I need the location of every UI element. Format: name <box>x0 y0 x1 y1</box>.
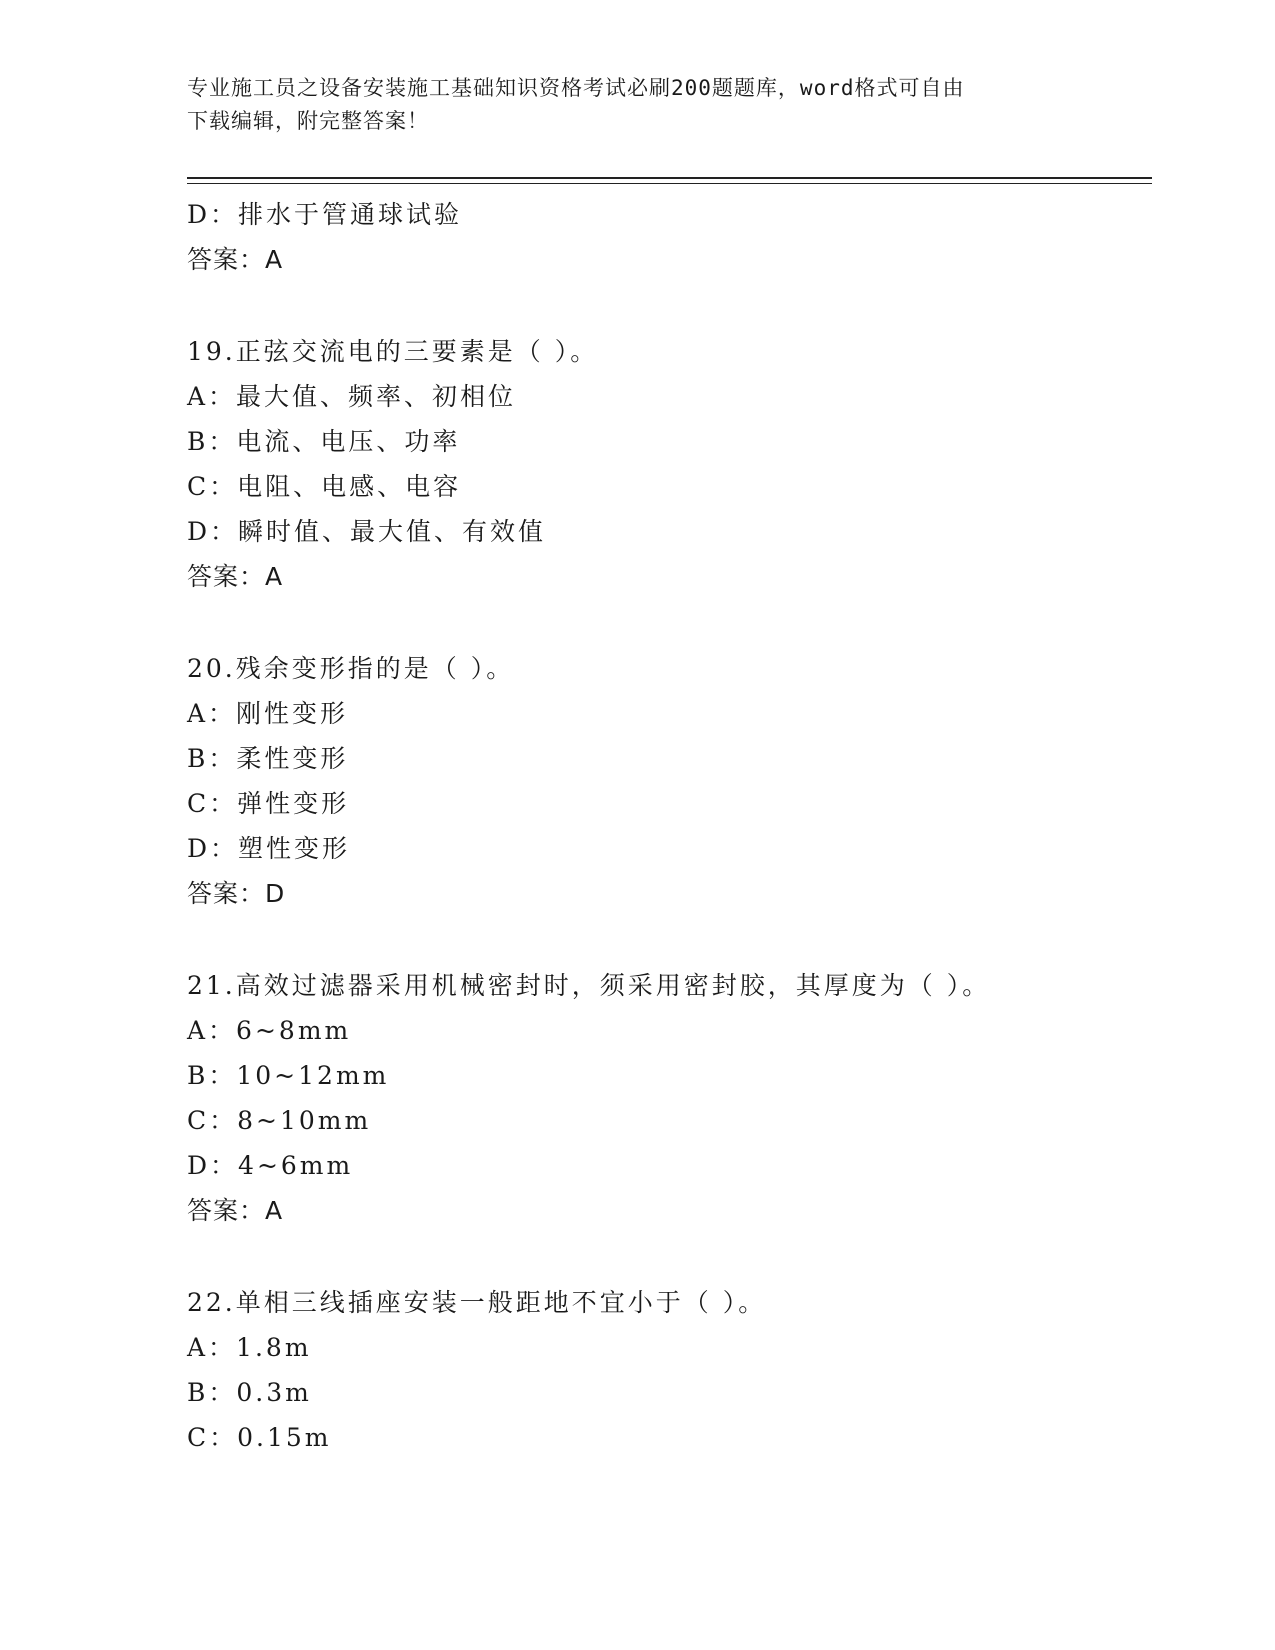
option-a: A：刚性变形 <box>187 699 349 728</box>
question-22 <box>187 1280 1152 1460</box>
question-stem: 20.残余变形指的是（ ）。 <box>187 654 515 683</box>
prev-answer: 答案：A <box>187 245 284 274</box>
answer: 答案：A <box>187 1196 284 1225</box>
question-21 <box>187 963 1152 1233</box>
option-b: B：0.3m <box>187 1378 312 1407</box>
document-header <box>187 72 1067 138</box>
question-stem: 22.单相三线插座安装一般距地不宜小于（ ）。 <box>187 1288 767 1317</box>
option-d: D：塑性变形 <box>187 834 351 863</box>
answer: 答案：D <box>187 879 286 908</box>
option-a: A：1.8m <box>187 1333 312 1362</box>
option-c: C：电阻、电感、电容 <box>187 472 462 501</box>
option-c: C：弹性变形 <box>187 789 350 818</box>
header-line-2: 下载编辑，附完整答案！ <box>187 109 429 133</box>
question-stem: 21.高效过滤器采用机械密封时，须采用密封胶，其厚度为（ ）。 <box>187 971 991 1000</box>
header-divider-thin <box>187 183 1152 184</box>
option-d: D：瞬时值、最大值、有效值 <box>187 517 547 546</box>
answer: 答案：A <box>187 562 284 591</box>
prev-option-d: D：排水于管通球试验 <box>187 200 463 229</box>
header-divider-thick <box>187 177 1152 179</box>
option-a: A：6~8mm <box>187 1016 352 1045</box>
question-stem: 19.正弦交流电的三要素是（ ）。 <box>187 337 599 366</box>
option-a: A：最大值、频率、初相位 <box>187 382 517 411</box>
option-b: B：柔性变形 <box>187 744 349 773</box>
option-d: D：4~6mm <box>187 1151 354 1180</box>
option-b: B：电流、电压、功率 <box>187 427 461 456</box>
header-line-1: 专业施工员之设备安装施工基础知识资格考试必刷200题题库，word格式可自由 <box>187 76 965 100</box>
option-c: C：8~10mm <box>187 1106 372 1135</box>
option-c: C：0.15m <box>187 1423 332 1452</box>
option-b: B：10~12mm <box>187 1061 390 1090</box>
question-19 <box>187 329 1152 599</box>
question-list <box>187 192 1152 1460</box>
question-20 <box>187 646 1152 916</box>
